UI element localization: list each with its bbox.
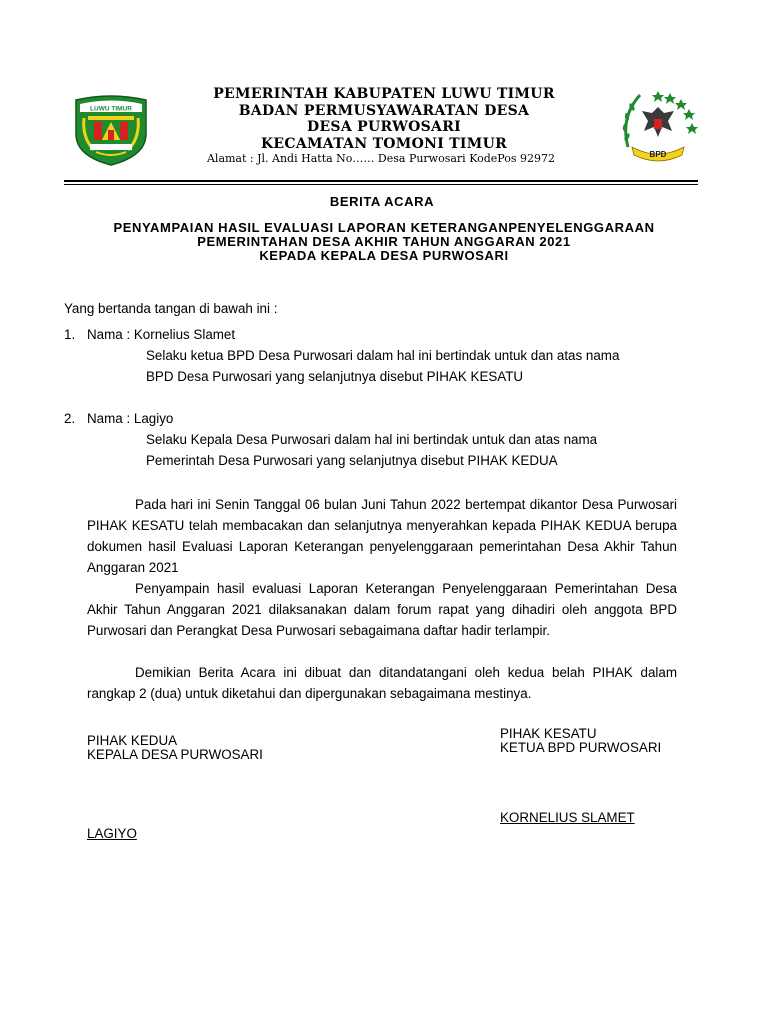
sign-right-name: KORNELIUS SLAMET [500, 810, 635, 825]
doc-subtitle-3: KEPADA KEPALA DESA PURWOSARI [259, 248, 509, 263]
kop-line-1: PEMERINTAH KABUPATEN LUWU TIMUR [213, 86, 555, 102]
doc-subtitle-2: PEMERINTAHAN DESA AKHIR TAHUN ANGGARAN 2021 [197, 234, 571, 249]
kop-line-2: BADAN PERMUSYAWARATAN DESA [238, 103, 530, 119]
doc-title: BERITA ACARA [329, 194, 435, 209]
kop-line-4: KECAMATAN TOMONI TIMUR [260, 136, 508, 152]
party-2-desc-2: Pemerintah Desa Purwosari yang selanjutnya disebut PIHAK KEDUA [146, 453, 558, 468]
kop-line-3: DESA PURWOSARI [307, 119, 461, 135]
logo-left-text: LUWU TIMUR [90, 105, 132, 113]
logo-right-text: BPD [649, 150, 667, 159]
body-paragraph-2: Penyampain hasil evaluasi Laporan Keterangan Penyelenggaraan Pemerintahan Desa Akhir Tahun Anggaran 2021 dilaksanakan dalam forum rapat yang dihadiri oleh anggota BPD Purwosari dan Perangkat Desa Purwosari sebagaimana daftar hadir terlampir. [87, 581, 677, 638]
party-2-name: Nama : Lagiyo [87, 411, 174, 426]
sign-right-role-1: PIHAK KESATU [500, 726, 597, 741]
party-1-desc-1: Selaku ketua BPD Desa Purwosari dalam hal ini bertindak untuk dan atas nama [146, 348, 620, 363]
body-paragraph-3: Demikian Berita Acara ini dibuat dan ditandatangani oleh kedua belah PIHAK dalam rangkap 2 (dua) untuk diketahui dan dipergunakan sebagaimana mestinya. [87, 665, 677, 701]
party-2-number: 2. [64, 411, 76, 426]
party-1-name: Nama : Kornelius Slamet [87, 327, 236, 342]
doc-subtitle-1: PENYAMPAIAN HASIL EVALUASI LAPORAN KETERANGANPENYELENGGARAAN [113, 220, 655, 235]
kop-address: Alamat : Jl. Andi Hatta No…… Desa Purwosari KodePos 92972 [206, 152, 556, 165]
kop-divider [64, 180, 698, 182]
intro-text: Yang bertanda tangan di bawah ini : [64, 301, 278, 316]
sign-left-name: LAGIYO [87, 826, 137, 841]
body-paragraph-1: Pada hari ini Senin Tanggal 06 bulan Juni Tahun 2022 bertempat dikantor Desa Purwosari PIHAK KESATU telah membacakan dan selanjutnya menyerahkan kepada PIHAK KEDUA berupa dokumen hasil Evaluasi Laporan Keterangan penyelenggaraan pemerintahan Desa Akhir Tahun Anggaran 2021 [87, 497, 677, 575]
party-2-desc-1: Selaku Kepala Desa Purwosari dalam hal ini bertindak untuk dan atas nama [146, 432, 598, 447]
party-1-number: 1. [64, 327, 76, 342]
sign-right-role-2: KETUA BPD PURWOSARI [500, 740, 662, 755]
kop-divider-thin [64, 184, 698, 185]
sign-left-role-1: PIHAK KEDUA [87, 733, 178, 748]
party-1-desc-2: BPD Desa Purwosari yang selanjutnya disebut PIHAK KESATU [146, 369, 524, 384]
sign-left-role-2: KEPALA DESA PURWOSARI [87, 747, 263, 762]
